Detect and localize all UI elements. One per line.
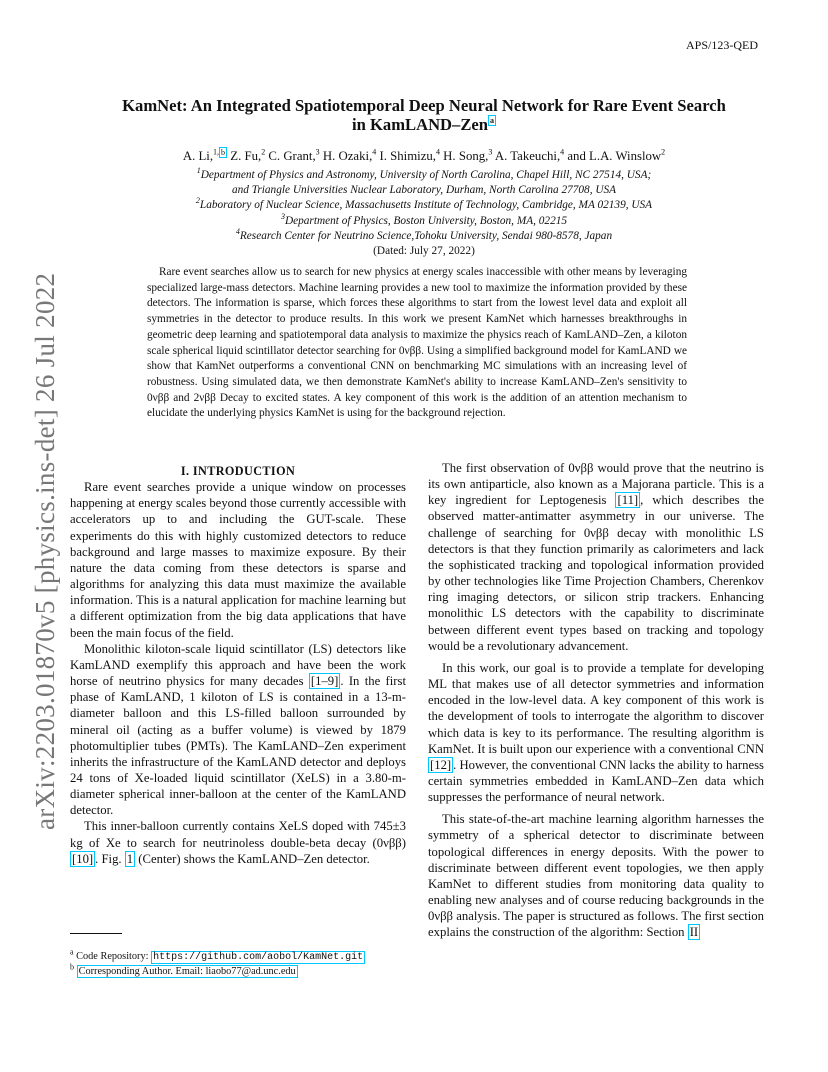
author-footnote-link[interactable]: b: [221, 147, 226, 157]
section-link[interactable]: II: [689, 925, 699, 940]
intro-paragraph-5: In this work, our goal is to provide a template for developing ML that makes use of all detector symmetries and information encoded in the low-level data. A key component of this work is the development of tools to interrogate the algorithm to discover which data is key to its performance. The resulting algorithm is KamNet. It is built upon our experience with a conventional CNN [12] . However, the conventional CNN lacks the ability to harness certain symmetries embedded in KamLAND–Zen data which suppresses the performance of neural network.: [428, 660, 764, 805]
intro-paragraph-3: This inner-balloon currently contains XeLS doped with 745±3 kg of Xe to search for neutrinoless double-beta decay (0νββ) [10] . Fig. 1 (Center) shows the KamLAND–Zen detector.: [70, 819, 406, 866]
author-list: A. Li,$^{1,}$ $^b$ Z. Fu,$^2$ C. Grant,$^3$ H. Ozaki,$^4$ I. Shimizu,$^4$ H. Song,$^3$ A. Takeuchi,$^4$ and L.A. Winslow$^2$: [182, 147, 666, 163]
intro-paragraph-4: The first observation of 0νββ would prove that the neutrino is its own antiparticle, also known as a Majorana particle. This is a key ingredient for Leptogenesis [11] , which describes the observed matter-antimatter asymmetry in our universe. The challenge of searching for 0νββ decay with monolithic LS detectors is that they function primarily as calorimeters and lack the sophisticated tracking and topological information provided by other technologies like Time Projection Chambers, Cherenkov ring imaging detectors, or silicon strip trackers. Enhancing monolithic LS detectors with the capability to discriminate between different event types based on tracking and topology would be a revolutionary advancement.: [428, 461, 764, 653]
author-1: A. Li,: [182, 149, 214, 163]
citation-link[interactable]: [10]: [72, 851, 94, 866]
affiliation-4: $^4$Research Center for Neutrino Science,Tohoku University, Sendai 980-8578, Japan: [235, 227, 613, 242]
author-6: H. Song,: [439, 149, 489, 163]
affiliation-3: $^3$Department of Physics, Boston University, Boston, MA, 02215: [280, 211, 568, 227]
author-3: C. Grant,: [265, 149, 316, 163]
affiliations: [80, 168, 768, 259]
citation-link[interactable]: [11]: [617, 493, 639, 508]
citation-link[interactable]: [12]: [430, 757, 452, 772]
author-5: I. Shimizu,: [376, 149, 436, 163]
intro-paragraph-2: Monolithic kiloton-scale liquid scintillator (LS) detectors like KamLAND exemplify this approach and have been the work horse of neutrino physics for many decades [1–9] . In the first phase of KamLAND, 1 kiloton of LS is contained in a 13-m-diameter balloon and this LS-filled balloon surrounded by mineral oil (acting as a buffer volume) is viewed by 1879 photomultiplier tubes (PMTs). The KamLAND–Zen experiment inherits the infrastructure of the KamLAND detector and deploys 24 tons of Xe-loaded liquid scintillator (XeLS) in a 3.80-m-diameter spherical inner-balloon at the center of the KamLAND detector.: [70, 641, 406, 818]
title-footnote-link[interactable]: a: [490, 116, 494, 126]
affiliation-1-cont: and Triangle Universities Nuclear Laboratory, Durham, North Carolina 27708, USA: [231, 184, 617, 197]
footnote-a: $^a$ Code Repository: https://github.com/aobol/KamNet.git: [70, 947, 364, 963]
left-column: [70, 463, 406, 867]
author-email-link[interactable]: Corresponding Author. Email: liaobo77@ad.unc.edu: [78, 966, 296, 977]
author-4: H. Ozaki,: [319, 149, 373, 163]
paper-title: [80, 96, 768, 134]
citation-link[interactable]: [1–9]: [310, 674, 339, 689]
date-line: (Dated: July 27, 2022): [373, 245, 475, 258]
affiliation-1: $^1$Department of Physics and Astronomy, University of North Carolina, Chapel Hill, NC 27514, USA;: [196, 166, 652, 181]
title-line-1: KamNet: An Integrated Spatiotemporal Deep Neural Network for Rare Event Search: [122, 96, 726, 115]
figure-link[interactable]: 1: [126, 851, 134, 866]
affiliation-2: $^2$Laboratory of Nuclear Science, Massachusetts Institute of Technology, Cambridge, MA 02139, USA: [195, 196, 653, 212]
abstract: Rare event searches allow us to search for new physics at energy scales inaccessible with other means by leveraging specialized large-mass detectors. Machine learning provides a new tool to maximize the information provided by these detectors. The information is sparse, which forces these algorithms to start from the lowest level data and exploit all symmetries in the detector to produce results. In this work we present KamNet which harnesses breakthroughs in geometric deep learning and spatiotemporal data analysis to maximize the physics reach of KamLAND–Zen, a kiloton scale spherical liquid scintillator detector searching for 0νββ. Using a simplified background model for KamLAND we show that KamNet outperforms a conventional CNN on benchmarking MC simulations with an increasing level of robustness. Using simulated data, we then demonstrate KamNet's ability to increase KamLAND–Zen's sensitivity to 0νββ and 2νββ Decay to excited states. A key component of this work is the addition of an attention mechanism to elucidate the underlying physics KamNet is using for the background rejection.: [147, 266, 687, 420]
title-line-2: in KamLAND–Zen $^a$: [352, 115, 494, 134]
report-id: APS/123-QED: [685, 38, 758, 52]
author-2: Z. Fu,: [227, 149, 262, 163]
arxiv-stamp: arXiv:2203.01870v5 [physics.ins-det] 26 Jul 2022: [30, 272, 60, 830]
section-title: I. INTRODUCTION: [180, 464, 296, 478]
author-7: A. Takeuchi,: [492, 149, 561, 163]
footnote-b: $^b$ Corresponding Author. Email: liaobo77@ad.unc.edu: [70, 962, 296, 977]
code-repository-link[interactable]: https://github.com/aobol/KamNet.git: [153, 952, 364, 963]
author-8: and L.A. Winslow: [564, 149, 662, 163]
footnote-rule: [70, 933, 122, 934]
right-column: [428, 460, 764, 941]
intro-paragraph-1: Rare event searches provide a unique window on processes happening at energy scales beyond those currently accessible with accelerators up to and including the GUT-scale. These experiments do this with highly customized detectors to reduce background and large masses to maximize exposure. By their nature the data coming from these detectors is sparse and algorithms for analyzing this data must maximize the available information. This is a natural application for machine learning but a different optimization from the big data applications that have been the main focus of the field.: [70, 480, 406, 640]
footnotes: [70, 947, 365, 979]
intro-paragraph-6: This state-of-the-art machine learning algorithm harnesses the symmetry of a spherical detector to discriminate between topological differences in energy deposits. With the power to discriminate between different event topologies, we then apply KamNet to different studies from monitoring data quality to enabling new analyses and of course reducing backgrounds in the 0νββ analysis. The paper is structured as follows. The first section explains the construction of the algorithm: Section II: [428, 812, 764, 940]
